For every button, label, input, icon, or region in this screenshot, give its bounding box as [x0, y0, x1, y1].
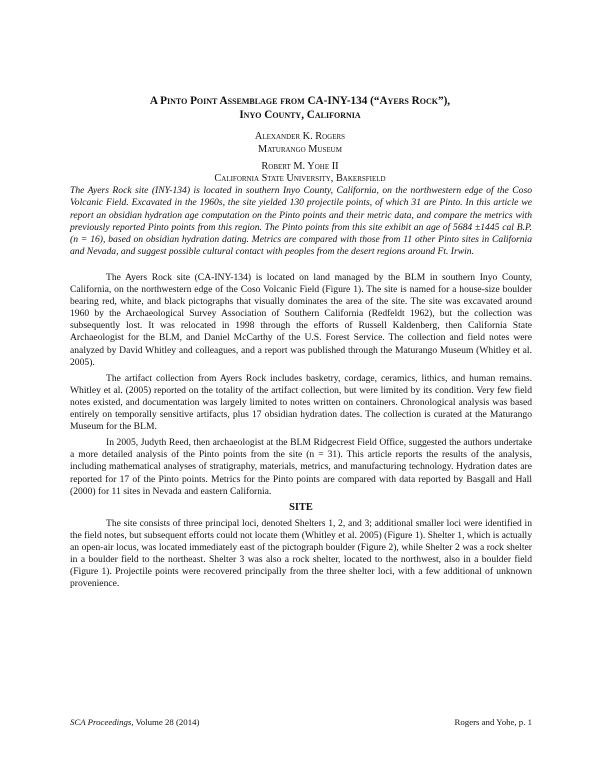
paragraph-site: The site consists of three principal loci, denoted Shelters 1, 2, and 3; additional smaller loci were identified in the field notes, but subsequent efforts could not locate them (Whitley et al. 2005) (Figure 1). Shelter 1, which is actually an open-air locus, was located immediately east of the pictograph boulder (Figure 2), while Shelter 2 was a rock shelter in a boulder field to the northeast. Shelter 3 was also a rock shelter, located to the northwest, also in a boulder field (Figure 1). Projectile points were recovered principally from the three shelter loci, with a few additional of unknown provenience. [70, 517, 532, 590]
footer-journal: SCA Proceedings [70, 717, 132, 727]
footer-volume: , Volume 28 (2014) [131, 717, 200, 727]
body-text [70, 272, 532, 594]
paper-title [70, 94, 530, 122]
footer-citation [70, 717, 199, 728]
title-line-1: A Pinto Point Assemblage from CA-INY-134 (“Ayers Rock”), [149, 95, 451, 107]
author-1-name: Alexander K. Rogers [254, 131, 346, 142]
section-heading-site: SITE [289, 501, 313, 513]
paragraph-3: In 2005, Judyth Reed, then archaeologist at the BLM Ridgecrest Field Office, suggested the authors undertake a more detailed analysis of the Pinto points from the site (n = 31). This article reports the results of the analysis, including mathematical analyses of stratigraphy, materials, metrics, and manufacturing technology. Hydration dates are reported for 17 of the Pinto points. Metrics for the Pinto points are compared with data reported by Basgall and Hall (2000) for 11 sites in Nevada and eastern California. [70, 437, 532, 497]
author-2-affiliation: California State University, Bakersfield [214, 173, 386, 184]
title-line-2: Inyo County, California [239, 109, 361, 121]
paragraph-1: The Ayers Rock site (CA-INY-134) is located on land managed by the BLM in southern Inyo County, California, on the northwestern edge of the Coso Volcanic Field (Figure 1). The site is named for a house-size boulder bearing red, white, and black pictographs that visually dominates the area of the site. The site was excavated around 1960 by the Archaeological Survey Association of Southern California (Redfeldt 1962), but the collection was subsequently lost. It was relocated in 1998 through the efforts of Russell Kaldenberg, then California State Archaeologist for the BLM, and Daniel McCarthy of the U.S. Forest Service. The collection and field notes were analyzed by David Whitley and colleagues, and a report was published through the Maturango Museum (Whitley et al. 2005). [70, 272, 532, 368]
author-2-name: Robert M. Yohe II [261, 161, 339, 172]
paragraph-2: The artifact collection from Ayers Rock includes basketry, cordage, ceramics, lithics, and human remains. Whitley et al. (2005) reported on the totality of the artifact collection, but were limited by its condition. Very few field notes existed, and documentation was largely limited to notes written on containers. Chronological analysis was based entirely on temporally sensitive artifacts, plus 17 obsidian hydration dates. The collection is curated at the Maturango Museum for the BLM. [70, 372, 532, 433]
footer-page-number: Rogers and Yohe, p. 1 [454, 717, 532, 727]
page-footer [70, 717, 532, 728]
abstract: The Ayers Rock site (INY-134) is located in southern Inyo County, California, on the northwestern edge of the Coso Volcanic Field. Excavated in the 1960s, the site yielded 130 projectile points, of which 31 are Pinto. In this article we report an obsidian hydration age computation on the Pinto points and their metric data, and compare the metrics with previously reported Pinto points from this region. The Pinto points from this site exhibit an age of 5684 ±1445 cal B.P. (n = 16), based on obsidian hydration dating. Metrics are compared with those from 11 other Pinto sites in California and Nevada, and suggest possible cultural contact with peoples from the desert regions around Ft. Irwin. [70, 185, 532, 258]
author-1-affiliation: Maturango Museum [258, 144, 342, 155]
